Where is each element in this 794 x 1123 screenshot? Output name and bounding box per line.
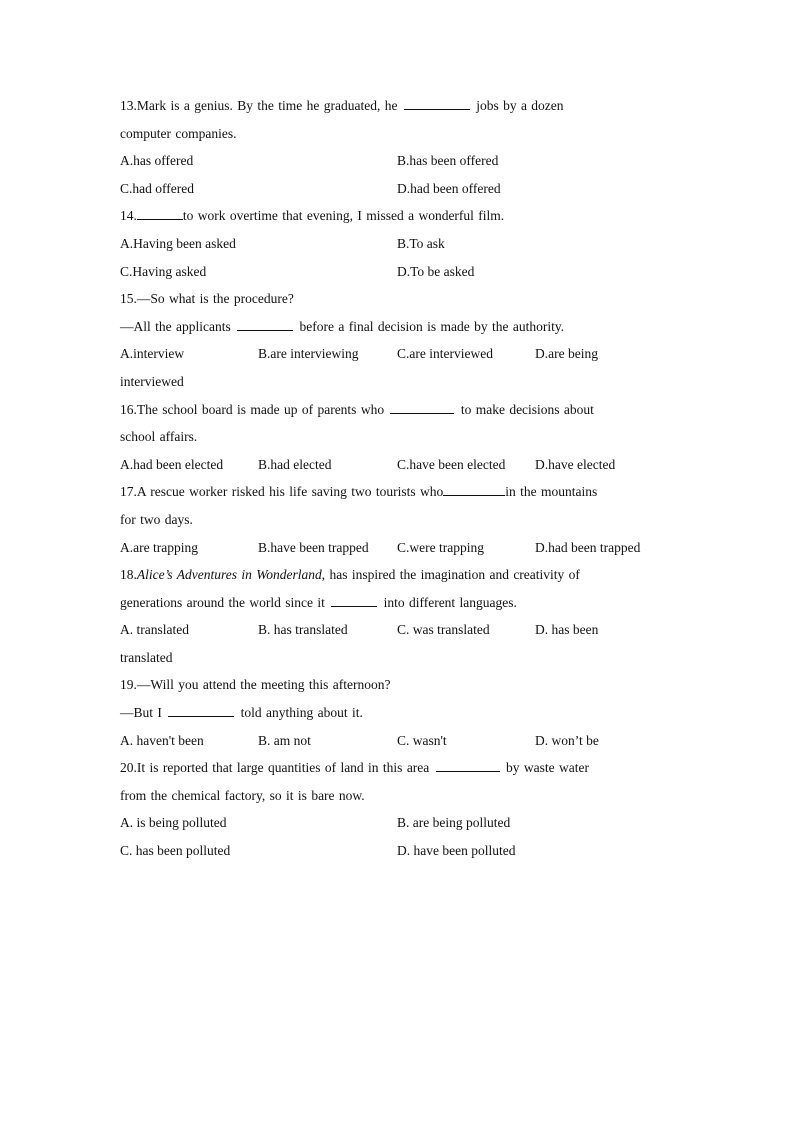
option-d: D.had been trapped <box>535 539 641 555</box>
question-18-text-b: into different languages. <box>383 594 517 610</box>
option-b: B.are interviewing <box>258 346 359 362</box>
option-c: C.had offered <box>120 180 194 196</box>
option-a: A. haven't been <box>120 732 204 748</box>
question-13-options-row2 <box>120 175 675 203</box>
question-20-text-b: by waste water <box>506 760 590 776</box>
question-17-text-b: in the mountains <box>505 484 598 500</box>
question-13-stem-line2: computer companies. <box>120 125 237 141</box>
option-a: A.has offered <box>120 153 194 169</box>
question-14-number: 14. <box>120 208 137 224</box>
question-17-options <box>120 534 675 562</box>
question-14-stem-line1 <box>120 202 675 230</box>
question-18-stem-line1 <box>120 561 675 589</box>
answer-blank <box>137 207 183 220</box>
question-14-text: to work overtime that evening, I missed a wonderful film. <box>182 208 505 224</box>
option-a: A. translated <box>120 622 189 638</box>
question-15-options <box>120 340 675 368</box>
option-b: B. has translated <box>258 622 348 638</box>
question-18-options <box>120 616 675 644</box>
option-b: B.had elected <box>258 456 332 472</box>
option-d: D.have elected <box>535 456 616 472</box>
option-d: D.are being <box>535 346 598 362</box>
question-14-options-row2 <box>120 258 675 286</box>
option-d: D.To be asked <box>397 263 475 279</box>
option-a: A. is being polluted <box>120 815 227 831</box>
option-b: B.has been offered <box>397 153 499 169</box>
question-19-stem-line2 <box>120 699 675 727</box>
option-d: D. won’t be <box>535 732 599 748</box>
answer-blank <box>436 759 500 772</box>
question-17-stem-line2: for two days. <box>120 511 193 527</box>
question-17-text-a: 17.A rescue worker risked his life saving two tourists who <box>120 484 444 500</box>
book-title: Alice’s Adventures in Wonderland <box>136 567 322 583</box>
answer-blank <box>168 704 234 717</box>
question-16-options <box>120 451 675 479</box>
answer-blank <box>331 594 377 607</box>
answer-blank <box>390 401 454 414</box>
question-13-stem-line1 <box>120 92 675 120</box>
question-15-stem-line2 <box>120 313 675 341</box>
question-15-stem-line1: 15.—So what is the procedure? <box>120 291 294 307</box>
question-18-option-d-wrap: translated <box>120 649 173 665</box>
option-a: A.had been elected <box>120 456 224 472</box>
question-18-text-a: generations around the world since it <box>120 594 325 610</box>
question-20-stem-line1 <box>120 754 675 782</box>
option-a: A.interview <box>120 346 185 362</box>
option-c: C.are interviewed <box>397 346 493 362</box>
option-c: C.have been elected <box>397 456 506 472</box>
question-13-text-b: jobs by a dozen <box>476 98 564 113</box>
option-d: D. has been <box>535 622 599 638</box>
question-19-options <box>120 727 675 755</box>
question-20-stem-line2: from the chemical factory, so it is bare now. <box>120 787 365 803</box>
question-20-options-row2 <box>120 837 675 865</box>
option-a: A.are trapping <box>120 539 198 555</box>
option-c: C. wasn't <box>397 732 447 748</box>
question-20-text-a: 20.It is reported that large quantities of land in this area <box>120 760 430 776</box>
question-16-text-a: 16.The school board is made up of parents who <box>120 401 385 417</box>
question-18-stem-line2 <box>120 589 675 617</box>
question-16-stem-line1 <box>120 396 675 424</box>
option-c: C.were trapping <box>397 539 484 555</box>
question-14-options-row1 <box>120 230 675 258</box>
question-16-stem-line2: school affairs. <box>120 429 198 445</box>
question-19-stem-line1: 19.—Will you attend the meeting this afternoon? <box>120 677 391 693</box>
question-18-number: 18. <box>120 567 137 583</box>
question-15-option-d-wrap: interviewed <box>120 373 184 389</box>
question-18-text: , has inspired the imagination and creativity of <box>321 567 580 583</box>
option-d: D.had been offered <box>397 180 501 196</box>
option-b: B.have been trapped <box>258 539 369 555</box>
option-b: B. am not <box>258 732 311 748</box>
question-20-options-row1 <box>120 809 675 837</box>
option-d: D. have been polluted <box>397 843 516 859</box>
question-19-text-a: —But I <box>120 705 162 721</box>
question-13-text-a: 13.Mark is a genius. By the time he graduated, he <box>120 98 398 113</box>
answer-blank <box>443 483 505 496</box>
question-16-text-b: to make decisions about <box>460 401 594 417</box>
question-17-stem-line1 <box>120 478 675 506</box>
question-19-text-b: told anything about it. <box>240 705 363 721</box>
answer-blank <box>404 97 470 110</box>
question-13-options-row1 <box>120 147 675 175</box>
answer-blank <box>237 318 293 331</box>
option-c: C.Having asked <box>120 263 207 279</box>
option-b: B. are being polluted <box>397 815 511 831</box>
option-b: B.To ask <box>397 235 445 251</box>
question-15-text-b: before a final decision is made by the authority. <box>299 318 565 334</box>
option-c: C. has been polluted <box>120 843 231 859</box>
question-15-text-a: —All the applicants <box>120 318 231 334</box>
option-c: C. was translated <box>397 622 490 638</box>
option-a: A.Having been asked <box>120 235 236 251</box>
question-list <box>120 92 675 865</box>
